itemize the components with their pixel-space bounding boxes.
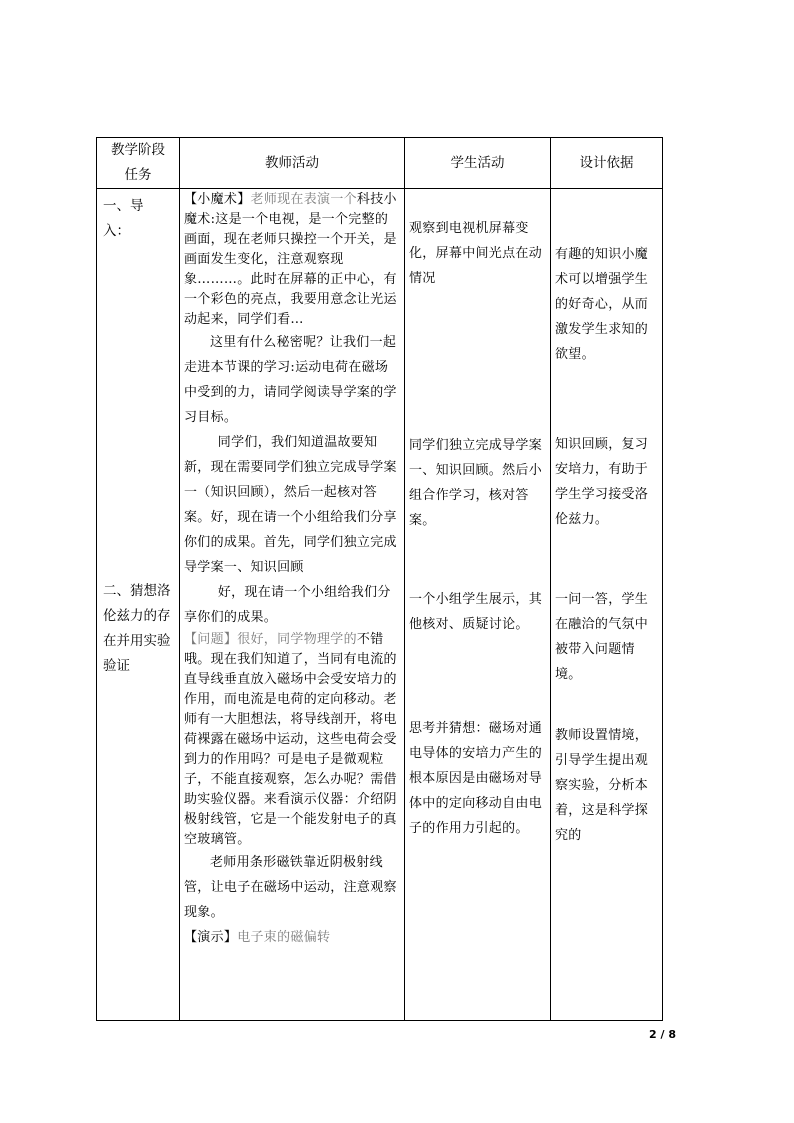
stage-intro: 一、导入：	[103, 198, 144, 239]
teacher-demo-setup: 老师用条形磁铁靠近阴极射线管，让电子在磁场中运动，注意观察现象。	[184, 855, 397, 920]
question-text: 不错哦。现在我们知道了，当同有电流的直导线垂直放入磁场中会受安培力的作用，而电流是电荷的定向移动。老师有一大胆想法，将导线剖开，将电荷裸露在磁场中运动，这些电荷会受到力的作用吗？可是电子是微观粒子，不能直接观察，怎么办呢？需借助实验仪器。来看演示仪器：介绍阴极射线管，它是一个能发射电子的真空玻璃管。	[184, 632, 397, 847]
lesson-plan-table	[96, 137, 663, 1021]
header-row	[97, 138, 663, 189]
header-stage-line1: 教学阶段	[111, 142, 165, 158]
magic-highlight: 老师现在表演一个	[250, 192, 357, 207]
header-stage	[97, 138, 180, 189]
header-teacher: 教师活动	[180, 138, 405, 189]
magic-text: 科技小魔术:这是一个电视，是一个完整的画面，现在老师只操控一个开关，是画面发生变化，注意观察现象………。此时在屏幕的正中心，有一个彩色的亮点，我要用意念让光运动起来，同学们看…	[184, 192, 397, 327]
header-design: 设计依据	[551, 138, 663, 189]
teacher-demo	[180, 925, 404, 950]
teacher-magic	[180, 189, 404, 330]
design-cell	[551, 189, 663, 1021]
teacher-question	[180, 630, 404, 850]
question-tag: 【问题】	[184, 632, 238, 647]
student-hypothesis: 思考并猜想：磁场对通电导体的安培力产生的根本原因是由磁场对导体中的定向移动自由电子的作用力引起的。	[409, 721, 543, 836]
student-cell	[405, 189, 551, 1021]
student-review: 同学们独立完成导学案一、知识回顾。然后小组合作学习，核对答案。	[409, 438, 543, 528]
demo-highlight: 电子束的磁偏转	[237, 930, 331, 945]
student-discuss: 一个小组学生展示，其他核对、质疑讨论。	[409, 592, 543, 632]
magic-tag: 【小魔术】	[184, 192, 251, 207]
design-review: 知识回顾，复习安培力，有助于学生学习接受洛伦兹力。	[555, 437, 649, 527]
teacher-share: 好，现在请一个小组给我们分享你们的成果。	[184, 585, 391, 625]
design-question: 一问一答，学生在融洽的气氛中被带入问题情境。	[555, 592, 649, 682]
student-observe: 观察到电视机屏幕变化，屏幕中间光点在动情况	[409, 221, 543, 286]
teacher-cell	[180, 189, 405, 1021]
teacher-review: 同学们，我们知道温故要知新，现在需要同学们独立完成导学案一（知识回顾），然后一起核对答案。好，现在请一个小组给我们分享你们的成果。首先，同学们独立完成导学案一、知识回顾	[184, 435, 397, 575]
page-number: 2 / 8	[649, 1028, 676, 1041]
design-magic: 有趣的知识小魔术可以增强学生的好奇心，从而激发学生求知的欲望。	[555, 247, 649, 362]
stage-hypothesis: 二、猜想洛伦兹力的存在并用实验验证	[103, 583, 171, 674]
header-student: 学生活动	[405, 138, 551, 189]
header-stage-line2: 任务	[124, 167, 152, 183]
question-highlight: 很好，同学物理学的	[237, 632, 357, 647]
teacher-intro-question: 这里有什么秘密呢？让我们一起走进本节课的学习:运动电荷在磁场中受到的力，请同学阅读导学案的学习目标。	[184, 335, 397, 425]
design-experiment: 教师设置情境，引导学生提出观察实验，分析本着，这是科学探究的	[555, 728, 649, 843]
content-row	[97, 189, 663, 1021]
stage-cell	[97, 189, 180, 1021]
demo-tag: 【演示】	[184, 930, 238, 945]
